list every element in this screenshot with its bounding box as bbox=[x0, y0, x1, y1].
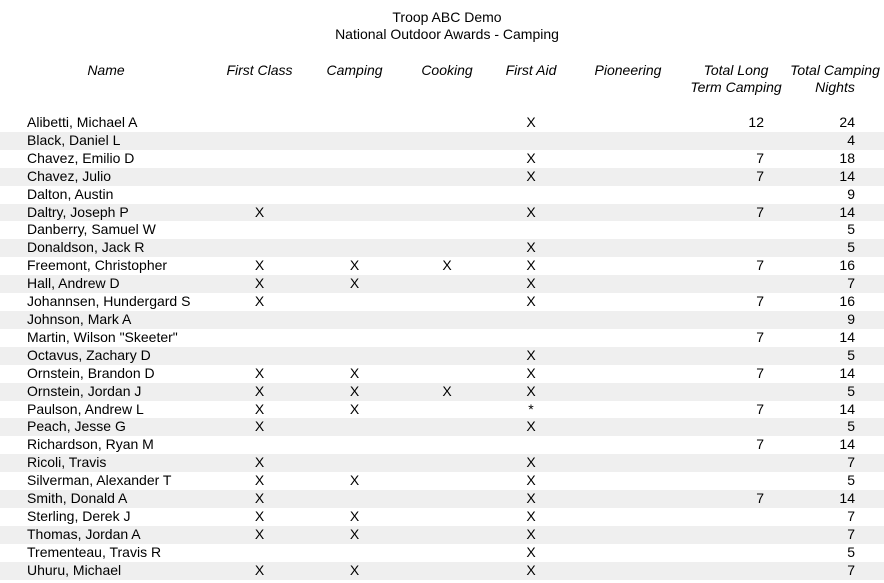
cell-first-class: X bbox=[254, 472, 265, 489]
cell-first-aid: X bbox=[526, 472, 536, 489]
cell-cooking bbox=[402, 508, 492, 526]
cell-first-aid: X bbox=[526, 114, 536, 130]
cell-cooking bbox=[402, 436, 492, 454]
cell-name: Daltry, Joseph P bbox=[0, 204, 212, 222]
cell-cooking bbox=[402, 329, 492, 347]
cell-total-long-term-camping bbox=[686, 186, 786, 204]
cell-camping bbox=[307, 114, 402, 132]
table-row bbox=[0, 275, 884, 293]
cell-total-camping-nights: 5 bbox=[786, 383, 884, 401]
table-row bbox=[0, 150, 884, 168]
cell-camping: X bbox=[307, 562, 402, 580]
cell-first-aid bbox=[492, 186, 570, 204]
cell-name: Uhuru, Michael bbox=[0, 562, 212, 580]
cell-total-long-term-camping bbox=[686, 275, 786, 293]
cell-first-class: X bbox=[212, 383, 307, 401]
cell-name: Dalton, Austin bbox=[27, 185, 114, 202]
cell-camping: X bbox=[349, 507, 360, 524]
cell-pioneering bbox=[570, 186, 686, 204]
cell-pioneering bbox=[570, 150, 686, 168]
cell-first-aid: X bbox=[526, 149, 536, 166]
cell-first-class bbox=[212, 329, 307, 347]
cell-pioneering bbox=[570, 383, 686, 401]
cell-total-long-term-camping: 7 bbox=[756, 400, 764, 417]
cell-pioneering bbox=[570, 562, 686, 580]
table-row bbox=[0, 490, 884, 508]
cell-name: Ornstein, Brandon D bbox=[27, 364, 155, 381]
cell-first-aid: X bbox=[492, 454, 570, 472]
cell-cooking bbox=[402, 168, 492, 186]
cell-pioneering bbox=[570, 436, 686, 454]
cell-total-camping-nights: 7 bbox=[786, 454, 884, 472]
cell-first-class bbox=[212, 239, 307, 257]
cell-first-aid: * bbox=[528, 400, 534, 417]
cell-first-class: X bbox=[212, 275, 307, 293]
cell-name: Danberry, Samuel W bbox=[27, 221, 156, 238]
cell-cooking bbox=[402, 150, 492, 168]
cell-total-long-term-camping: 7 bbox=[756, 436, 764, 453]
cell-first-aid: X bbox=[492, 383, 570, 401]
cell-cooking bbox=[402, 454, 492, 472]
cell-camping bbox=[307, 418, 402, 436]
cell-cooking bbox=[402, 132, 492, 150]
cell-name: Silverman, Alexander T bbox=[27, 472, 172, 489]
cell-cooking bbox=[402, 311, 492, 329]
cell-camping bbox=[307, 239, 402, 257]
table-header-row bbox=[0, 62, 884, 114]
cell-first-class: X bbox=[212, 526, 307, 544]
cell-first-class bbox=[212, 436, 307, 454]
cell-total-long-term-camping: 7 bbox=[756, 293, 764, 310]
cell-camping: X bbox=[307, 526, 402, 544]
table-row bbox=[0, 168, 884, 186]
cell-camping bbox=[307, 293, 402, 311]
table-row bbox=[0, 204, 884, 222]
cell-total-long-term-camping bbox=[686, 454, 786, 472]
cell-pioneering bbox=[570, 204, 686, 222]
cell-camping bbox=[307, 311, 402, 329]
cell-name: Martin, Wilson "Skeeter" bbox=[27, 328, 178, 345]
cell-total-long-term-camping: 12 bbox=[748, 114, 764, 130]
table-row bbox=[0, 257, 884, 275]
cell-camping: X bbox=[349, 400, 360, 417]
cell-cooking bbox=[402, 221, 492, 239]
cell-cooking bbox=[402, 526, 492, 544]
cell-first-aid bbox=[492, 311, 570, 329]
cell-total-camping-nights: 18 bbox=[839, 149, 855, 166]
column-header-cooking: Cooking bbox=[421, 62, 473, 78]
cell-cooking: X bbox=[402, 383, 492, 401]
cell-cooking bbox=[402, 275, 492, 293]
table-row bbox=[0, 329, 884, 347]
cell-cooking bbox=[402, 562, 492, 580]
cell-name: Black, Daniel L bbox=[0, 132, 212, 150]
cell-total-camping-nights: 24 bbox=[839, 114, 855, 130]
cell-first-class bbox=[212, 114, 307, 132]
cell-camping bbox=[307, 490, 402, 508]
cell-pioneering bbox=[570, 418, 686, 436]
table-row bbox=[0, 347, 884, 365]
cell-cooking bbox=[402, 490, 492, 508]
cell-first-class: X bbox=[212, 490, 307, 508]
cell-first-aid bbox=[492, 329, 570, 347]
cell-pioneering bbox=[570, 114, 686, 132]
table-row bbox=[0, 472, 884, 490]
cell-first-class: X bbox=[254, 364, 265, 381]
cell-camping: X bbox=[349, 257, 360, 274]
cell-total-camping-nights: 5 bbox=[847, 543, 855, 560]
cell-total-long-term-camping: 7 bbox=[686, 490, 786, 508]
cell-total-camping-nights: 9 bbox=[847, 185, 855, 202]
cell-total-camping-nights: 14 bbox=[839, 328, 855, 345]
cell-name: Peach, Jesse G bbox=[0, 418, 212, 436]
cell-pioneering bbox=[570, 508, 686, 526]
cell-total-long-term-camping: 7 bbox=[756, 149, 764, 166]
cell-camping bbox=[307, 204, 402, 222]
cell-first-class: X bbox=[254, 257, 265, 274]
cell-camping bbox=[307, 436, 402, 454]
cell-total-long-term-camping bbox=[686, 132, 786, 150]
cell-total-camping-nights: 14 bbox=[786, 168, 884, 186]
cell-first-aid bbox=[492, 221, 570, 239]
cell-total-camping-nights: 5 bbox=[786, 418, 884, 436]
cell-name: Octavus, Zachary D bbox=[0, 347, 212, 365]
cell-name: Richardson, Ryan M bbox=[27, 436, 154, 453]
cell-camping bbox=[307, 329, 402, 347]
cell-first-aid: X bbox=[526, 543, 536, 560]
cell-total-camping-nights: 5 bbox=[786, 347, 884, 365]
cell-first-aid: X bbox=[492, 347, 570, 365]
cell-total-camping-nights: 14 bbox=[786, 490, 884, 508]
cell-name: Johnson, Mark A bbox=[0, 311, 212, 329]
cell-first-class: X bbox=[212, 454, 307, 472]
cell-total-long-term-camping bbox=[686, 347, 786, 365]
column-header-pioneering: Pioneering bbox=[594, 62, 662, 78]
cell-first-aid: X bbox=[526, 257, 536, 274]
cell-first-aid: X bbox=[526, 364, 536, 381]
cell-first-aid: X bbox=[492, 275, 570, 293]
cell-pioneering bbox=[570, 132, 686, 150]
cell-first-class: X bbox=[254, 400, 265, 417]
cell-name: Johannsen, Hundergard S bbox=[27, 293, 191, 310]
cell-total-camping-nights: 14 bbox=[839, 400, 855, 417]
cell-total-long-term-camping bbox=[686, 508, 786, 526]
cell-total-long-term-camping bbox=[686, 383, 786, 401]
cell-cooking bbox=[402, 401, 492, 419]
column-header-first-class: First Class bbox=[226, 62, 293, 78]
cell-total-long-term-camping: 7 bbox=[756, 257, 764, 274]
cell-total-camping-nights: 14 bbox=[839, 364, 855, 381]
cell-total-camping-nights: 5 bbox=[847, 472, 855, 489]
cell-first-aid: X bbox=[492, 239, 570, 257]
cell-camping: X bbox=[307, 383, 402, 401]
cell-pioneering bbox=[570, 347, 686, 365]
cell-first-aid: X bbox=[492, 418, 570, 436]
awards-table bbox=[0, 62, 884, 580]
cell-total-long-term-camping: 7 bbox=[756, 328, 764, 345]
cell-total-camping-nights: 4 bbox=[786, 132, 884, 150]
table-row bbox=[0, 311, 884, 329]
cell-total-long-term-camping bbox=[686, 418, 786, 436]
cell-first-class: X bbox=[212, 204, 307, 222]
cell-total-long-term-camping bbox=[686, 526, 786, 544]
cell-first-class bbox=[212, 311, 307, 329]
cell-name: Smith, Donald A bbox=[0, 490, 212, 508]
cell-name: Freemont, Christopher bbox=[27, 257, 168, 274]
cell-camping bbox=[307, 221, 402, 239]
cell-first-class: X bbox=[212, 418, 307, 436]
cell-total-camping-nights: 7 bbox=[786, 275, 884, 293]
cell-total-long-term-camping: 7 bbox=[756, 364, 764, 381]
cell-name: Donaldson, Jack R bbox=[0, 239, 212, 257]
cell-name: Sterling, Derek J bbox=[27, 507, 131, 524]
cell-first-class bbox=[212, 168, 307, 186]
cell-cooking bbox=[402, 114, 492, 132]
report-subtitle: National Outdoor Awards - Camping bbox=[335, 26, 559, 42]
cell-first-class bbox=[212, 150, 307, 168]
cell-cooking: X bbox=[442, 257, 452, 274]
column-header-name: Name bbox=[87, 62, 125, 78]
cell-cooking bbox=[402, 347, 492, 365]
cell-total-camping-nights: 14 bbox=[786, 204, 884, 222]
table-row bbox=[0, 221, 884, 239]
table-row bbox=[0, 526, 884, 544]
cell-total-long-term-camping: 7 bbox=[686, 168, 786, 186]
cell-name: Chavez, Emilio D bbox=[27, 149, 135, 166]
cell-total-long-term-camping bbox=[686, 239, 786, 257]
cell-total-long-term-camping: 7 bbox=[686, 204, 786, 222]
cell-name: Chavez, Julio bbox=[0, 168, 212, 186]
cell-first-class: X bbox=[212, 562, 307, 580]
cell-pioneering bbox=[570, 293, 686, 311]
table-row bbox=[0, 401, 884, 419]
cell-pioneering bbox=[570, 221, 686, 239]
cell-pioneering bbox=[570, 239, 686, 257]
table-row bbox=[0, 383, 884, 401]
cell-first-aid: X bbox=[492, 526, 570, 544]
cell-first-class bbox=[212, 347, 307, 365]
cell-first-aid bbox=[492, 436, 570, 454]
cell-cooking bbox=[402, 239, 492, 257]
table-body bbox=[0, 114, 884, 580]
cell-name: Trementeau, Travis R bbox=[27, 543, 162, 560]
cell-camping bbox=[307, 186, 402, 204]
cell-first-class bbox=[212, 186, 307, 204]
cell-total-camping-nights: 16 bbox=[839, 257, 855, 274]
cell-first-aid: X bbox=[526, 293, 536, 310]
cell-total-camping-nights: 7 bbox=[786, 562, 884, 580]
cell-camping: X bbox=[349, 364, 360, 381]
cell-total-long-term-camping bbox=[686, 311, 786, 329]
table-row bbox=[0, 293, 884, 311]
table-row bbox=[0, 114, 884, 132]
column-header-first-aid: First Aid bbox=[505, 62, 557, 78]
cell-total-camping-nights: 5 bbox=[847, 221, 855, 238]
cell-first-class: X bbox=[254, 293, 265, 310]
cell-name: Ornstein, Jordan J bbox=[0, 383, 212, 401]
cell-camping bbox=[307, 454, 402, 472]
cell-camping bbox=[307, 132, 402, 150]
table-row bbox=[0, 239, 884, 257]
cell-first-aid: X bbox=[526, 507, 536, 524]
cell-total-camping-nights: 7 bbox=[847, 507, 855, 524]
table-row bbox=[0, 454, 884, 472]
cell-first-class bbox=[212, 221, 307, 239]
cell-name: Ricoli, Travis bbox=[0, 454, 212, 472]
cell-camping: X bbox=[307, 275, 402, 293]
table-row bbox=[0, 436, 884, 454]
cell-cooking bbox=[402, 544, 492, 562]
report-title: Troop ABC Demo bbox=[392, 9, 502, 25]
cell-pioneering bbox=[570, 544, 686, 562]
cell-first-aid bbox=[492, 132, 570, 150]
cell-name: Thomas, Jordan A bbox=[0, 526, 212, 544]
cell-pioneering bbox=[570, 454, 686, 472]
table-row bbox=[0, 365, 884, 383]
cell-first-aid: X bbox=[492, 490, 570, 508]
cell-camping bbox=[307, 150, 402, 168]
cell-cooking bbox=[402, 365, 492, 383]
cell-first-class bbox=[212, 544, 307, 562]
table-row bbox=[0, 562, 884, 580]
cell-cooking bbox=[402, 186, 492, 204]
cell-pioneering bbox=[570, 472, 686, 490]
cell-pioneering bbox=[570, 490, 686, 508]
cell-first-aid: X bbox=[492, 168, 570, 186]
cell-pioneering bbox=[570, 275, 686, 293]
table-row bbox=[0, 418, 884, 436]
cell-camping bbox=[307, 168, 402, 186]
cell-cooking bbox=[402, 418, 492, 436]
table-row bbox=[0, 508, 884, 526]
cell-name: Hall, Andrew D bbox=[0, 275, 212, 293]
cell-pioneering bbox=[570, 329, 686, 347]
cell-cooking bbox=[402, 204, 492, 222]
cell-camping bbox=[307, 347, 402, 365]
cell-camping bbox=[307, 544, 402, 562]
cell-first-class bbox=[212, 132, 307, 150]
cell-total-long-term-camping bbox=[686, 562, 786, 580]
cell-name: Alibetti, Michael A bbox=[27, 114, 138, 130]
table-row bbox=[0, 132, 884, 150]
cell-pioneering bbox=[570, 365, 686, 383]
cell-first-class: X bbox=[254, 507, 265, 524]
cell-total-camping-nights: 14 bbox=[839, 436, 855, 453]
column-header-total-camping-nights: Total Camping Nights bbox=[790, 62, 880, 95]
cell-total-long-term-camping bbox=[686, 221, 786, 239]
cell-total-camping-nights: 7 bbox=[786, 526, 884, 544]
cell-cooking bbox=[402, 472, 492, 490]
cell-first-aid: X bbox=[492, 204, 570, 222]
cell-total-long-term-camping bbox=[686, 544, 786, 562]
table-row bbox=[0, 544, 884, 562]
column-header-camping: Camping bbox=[326, 62, 383, 78]
cell-pioneering bbox=[570, 257, 686, 275]
cell-camping: X bbox=[349, 472, 360, 489]
cell-pioneering bbox=[570, 311, 686, 329]
cell-total-camping-nights: 16 bbox=[839, 293, 855, 310]
cell-first-aid: X bbox=[492, 562, 570, 580]
column-header-total-long-term-camping: Total Long Term Camping bbox=[690, 62, 782, 95]
cell-total-camping-nights: 9 bbox=[786, 311, 884, 329]
cell-pioneering bbox=[570, 168, 686, 186]
table-row bbox=[0, 186, 884, 204]
cell-name: Paulson, Andrew L bbox=[27, 400, 144, 417]
cell-total-camping-nights: 5 bbox=[786, 239, 884, 257]
cell-pioneering bbox=[570, 526, 686, 544]
cell-total-long-term-camping bbox=[686, 472, 786, 490]
cell-pioneering bbox=[570, 401, 686, 419]
cell-cooking bbox=[402, 293, 492, 311]
